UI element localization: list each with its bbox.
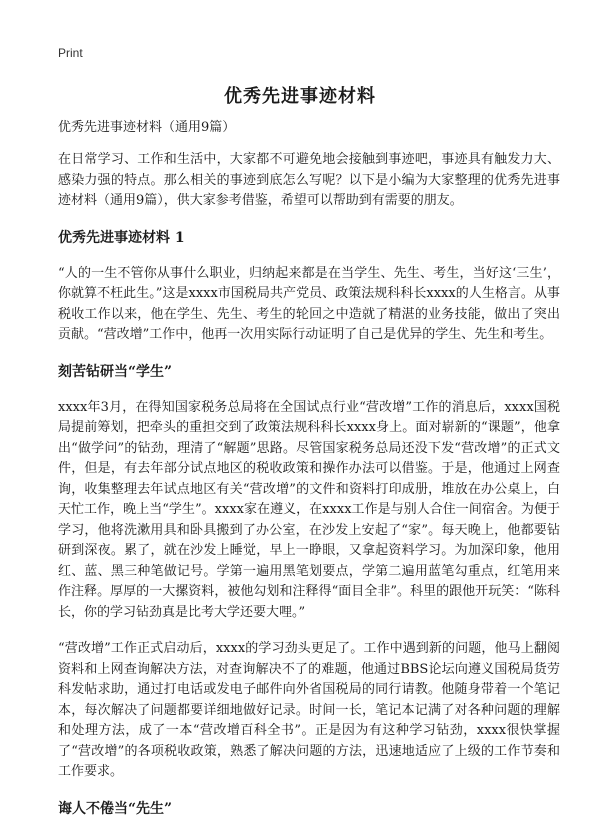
page-title: 优秀先进事迹材料	[224, 86, 376, 107]
intro-paragraph: 在日常学习、工作和生活中，大家都不可避免地会接触到事迹吧，事迹具有触发力大、感染力强的特点。那么相关的事迹到底怎么写呢？以下是小编为大家整理的优秀先进事迹材料（通用9篇），供大家参考借鉴，希望可以帮助到有需要的朋友。	[58, 152, 560, 208]
section-heading: 优秀先进事迹材料 1	[58, 229, 185, 246]
subsection-heading-teacher: 诲人不倦当“先生”	[58, 800, 173, 817]
document-subtitle: 优秀先进事迹材料（通用9篇）	[58, 120, 236, 135]
subsection-heading-student: 刻苦钻研当“学生”	[58, 363, 173, 380]
student-paragraph-1: xxxx年3月，在得知国家税务总局将在全国试点行业“营改增”工作的消息后，xxxx国税局提前筹划，把牵头的重担交到了政策法规科科长xxxx身上。面对崭新的“课题”，他拿出“做学问”的钻劲，理清了“解题”思路。尽管国家税务总局还没下发“营改增”的正式文件，但是，有去年部分试点地区的税收政策和操作办法可以借鉴。于是，他通过上网查询，收集整理去年试点地区有关“营改增”的文件和资料打印成册，堆放在办公桌上，白天忙工作，晚上当“学生”。xxxx家在遵义，在xxxx工作是与别人合住一间宿舍。为便于学习，他将洗漱用具和卧具搬到了办公室，在沙发上安起了“家”。每天晚上，他都要钻研到深夜。累了，就在沙发上睡觉，早上一睁眼，又拿起资料学习。为加深印象，他用红、蓝、黑三种笔做记号。学第一遍用黑笔划要点，学第二遍用蓝笔勾重点，红笔用来作注释。厚厚的一大摞资料，被他勾划和注释得“面目全非”。科里的跟他开玩笑：“陈科长，你的学习钻劲真是比考大学还要大哩。”	[58, 399, 560, 620]
document-body	[58, 118, 560, 835]
print-link[interactable]: Print	[58, 46, 83, 60]
section1-paragraph: “人的一生不管你从事什么职业，归纳起来都是在当学生、先生、考生，当好这‘三生’，你就算不枉此生。”这是xxxx市国税局共产党员、政策法规科科长xxxx的人生格言。从事税收工作以来，他在学生、先生、考生的轮回之中造就了精湛的业务技能，做出了突出贡献。“营改增”工作中，他再一次用实际行动证明了自己是优异的学生、先生和考生。	[58, 265, 560, 342]
student-paragraph-2: “营改增”工作正式启动后，xxxx的学习劲头更足了。工作中遇到新的问题，他马上翻阅资料和上网查询解决方法，对查询解决不了的难题，他通过BBS论坛向遵义国税局货劳科发帖求助，通过打电话或发电子邮件向外省国税局的同行请教。他随身带着一个笔记本，每次解决了问题都要详细地做好记录。时间一长，笔记本记满了对各种问题的理解和处理方法，成了一本“营改增百科全书”。正是因为有这种学习钻劲，xxxx很快掌握了“营改增”的各项税收政策，熟悉了解决问题的方法，迅速地适应了上级的工作节奏和工作要求。	[58, 641, 560, 779]
